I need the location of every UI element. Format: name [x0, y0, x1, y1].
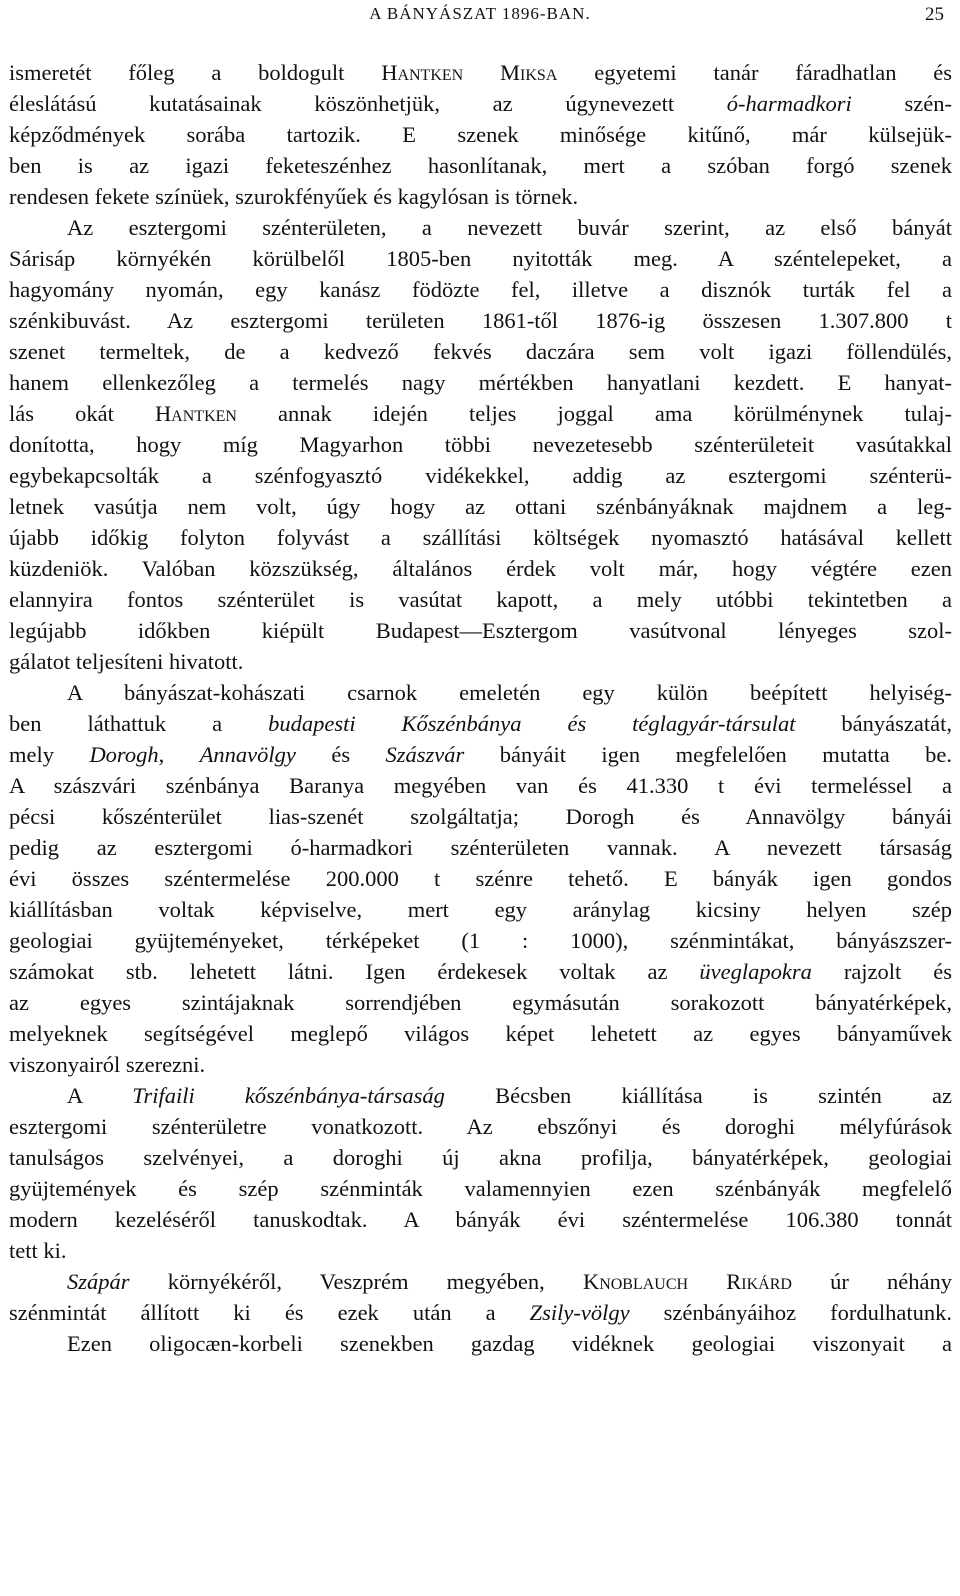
place-name: Dorogh — [89, 742, 159, 767]
text-line-24: A szászvári szénbánya Baranya megyében van és 41.330 t évi termeléssel a — [9, 773, 952, 798]
text-run: környékéről, Veszprém megyében, — [129, 1269, 583, 1294]
text-line-41 — [9, 1297, 952, 1328]
text-line-8: hagyomány nyomán, egy kanász födözte fel, illetve a disznók turták fel a — [9, 277, 952, 302]
paragraph-start-line — [9, 1080, 952, 1111]
text-line-26: pedig az esztergomi ó-harmadkori szénterületen vannak. A nevezett társaság — [9, 835, 952, 860]
text-line-23 — [9, 739, 952, 770]
text-line-37: gyüjtemények és szép szénminták valamennyien ezen szénbányák megfelelő — [9, 1176, 952, 1201]
text-run: ismeretét főleg a boldogult — [9, 60, 382, 85]
person-name: Knoblauch Rikárd — [582, 1269, 792, 1294]
text-run: rajzolt és — [811, 959, 952, 984]
text-run: szén- — [851, 91, 952, 116]
text-line-32: melyeknek segítségével meglepő világos képet lehetett az egyes bányaművek — [9, 1021, 952, 1046]
running-head — [0, 4, 960, 28]
text-run: számokat stb. lehetett látni. Igen érdekesek voltak az — [9, 959, 700, 984]
text-line-7: Sárisáp környékén körülbelől 1805-ben nyitották meg. A széntelepeket, a — [9, 246, 952, 271]
company-name: budapesti Kőszénbánya és téglagyár-társulat — [268, 711, 796, 736]
paragraph-start-line — [9, 1266, 952, 1297]
text-run: ben láthattuk a — [9, 711, 269, 736]
running-title: A BÁNYÁSZAT 1896-BAN. — [369, 4, 591, 23]
text-line-25: pécsi kőszénterület lias-szenét szolgáltatja; Dorogh és Annavölgy bányái — [9, 804, 952, 829]
text-line-33: viszonyairól szerezni. — [9, 1052, 206, 1077]
text-line-4: ben is az igazi feketeszénhez hasonlítanak, mert a szóban forgó szenek — [9, 153, 952, 178]
text-line-10: szenet termeltek, de a kedvező fekvés daczára sem volt igazi föllendülés, — [9, 339, 952, 364]
paragraph-start-line: Ezen oligocæn-korbeli szenekben gazdag vidéknek geologiai viszonyait a — [67, 1331, 952, 1356]
text-run: szénbányáihoz fordulhatunk. — [629, 1300, 952, 1325]
text-line-28: kiállításban voltak képviselve, mert egy aránylag kicsiny helyen szép — [9, 897, 952, 922]
text-line-2 — [9, 88, 952, 119]
text-line-29: geologiai gyüjteményeket, térképeket (1 : 1000), szénmintákat, bányászszer- — [9, 928, 952, 953]
text-line-30 — [9, 956, 952, 987]
italic-term: üveglapokra — [699, 959, 812, 984]
text-line-3: képződmények sorába tartozik. E szenek minősége kitűnő, már külsejük- — [9, 122, 952, 147]
text-run: Bécsben kiállítása is szintén az — [444, 1083, 952, 1108]
company-name: Trifaili kőszénbánya-társaság — [132, 1083, 445, 1108]
text-run: éleslátású kutatásainak köszönhetjük, az úgynevezett — [9, 91, 727, 116]
person-name: Hantken Miksa — [381, 60, 558, 85]
place-name: Szápár — [67, 1269, 130, 1294]
text-line-15: letnek vasútja nem volt, úgy hogy az ottani szénbányáknak majdnem a leg- — [9, 494, 952, 519]
body-text — [9, 57, 952, 1359]
text-run: bányáit igen megfelelően mutatta be. — [464, 742, 952, 767]
text-run: bányászatát, — [795, 711, 952, 736]
text-line-19: legújabb időkben kiépült Budapest—Esztergom vasútvonal lényeges szol- — [9, 618, 952, 643]
text-line-36: tanulságos szelvényei, a doroghi új akna profilja, bányatérképek, geologiai — [9, 1145, 952, 1170]
text-line-38: modern kezeléséről tanuskodtak. A bányák évi széntermelése 106.380 tonnát — [9, 1207, 952, 1232]
text-line-39: tett ki. — [9, 1238, 67, 1263]
text-run: szénmintát állított ki és ezek után a — [9, 1300, 530, 1325]
place-name: Annavölgy — [199, 742, 296, 767]
text-line-18: elannyira fontos szénterület is vasútat kapott, a mely utóbbi tekintetben a — [9, 587, 952, 612]
paragraph-start-line: A bányászat-kohászati csarnok emeletén egy külön beépített helyiség- — [67, 680, 952, 705]
text-line-13: donította, hogy míg Magyarhon többi nevezetesebb szénterületeit vasútakkal — [9, 432, 952, 457]
text-line-27: évi összes széntermelése 200.000 t szénre tehető. E bányák igen gondos — [9, 866, 952, 891]
text-run: és — [295, 742, 386, 767]
text-line-35: esztergomi szénterületre vonatkozott. Az ebszőnyi és doroghi mélyfúrások — [9, 1114, 952, 1139]
text-run: A — [67, 1083, 133, 1108]
text-line-5: rendesen fekete színüek, szurokfényűek és kagylósan is törnek. — [9, 184, 579, 209]
text-run: egyetemi tanár fáradhatlan és — [557, 60, 952, 85]
text-run: , — [158, 742, 200, 767]
text-line-17: küzdeniök. Valóban közszükség, általános érdek volt már, hogy végtére ezen — [9, 556, 952, 581]
text-line-1 — [9, 57, 952, 88]
text-line-9: szénkibuvást. Az esztergomi területen 1861-től 1876-ig összesen 1.307.800 t — [9, 308, 952, 333]
text-run: annak idején teljes joggal ama körülménynek tulaj- — [236, 401, 952, 426]
text-line-22 — [9, 708, 952, 739]
text-line-16: újabb időkig folyton folyvást a szállítási költségek nyomasztó hatásával kellett — [9, 525, 952, 550]
person-name: Hantken — [154, 401, 237, 426]
place-name: Zsily-völgy — [529, 1300, 630, 1325]
text-line-20: gálatot teljesíteni hivatott. — [9, 649, 244, 674]
text-run: úr néhány — [791, 1269, 952, 1294]
text-line-31: az egyes szintájaknak sorrendjében egymásután sorakozott bányatérképek, — [9, 990, 952, 1015]
text-line-11: hanem ellenkezőleg a termelés nagy mértékben hanyatlani kezdett. E hanyat- — [9, 370, 952, 395]
italic-term: ó-harmadkori — [726, 91, 852, 116]
text-run: mely — [9, 742, 90, 767]
paragraph-start-line: Az esztergomi szénterületen, a nevezett buvár szerint, az első bányát — [67, 215, 952, 240]
text-run: lás okát — [9, 401, 155, 426]
text-line-14: egybekapcsolták a szénfogyasztó vidékekkel, addig az esztergomi szénterü- — [9, 463, 952, 488]
place-name: Szászvár — [385, 742, 465, 767]
text-line-12 — [9, 398, 952, 429]
page-number: 25 — [925, 4, 944, 25]
